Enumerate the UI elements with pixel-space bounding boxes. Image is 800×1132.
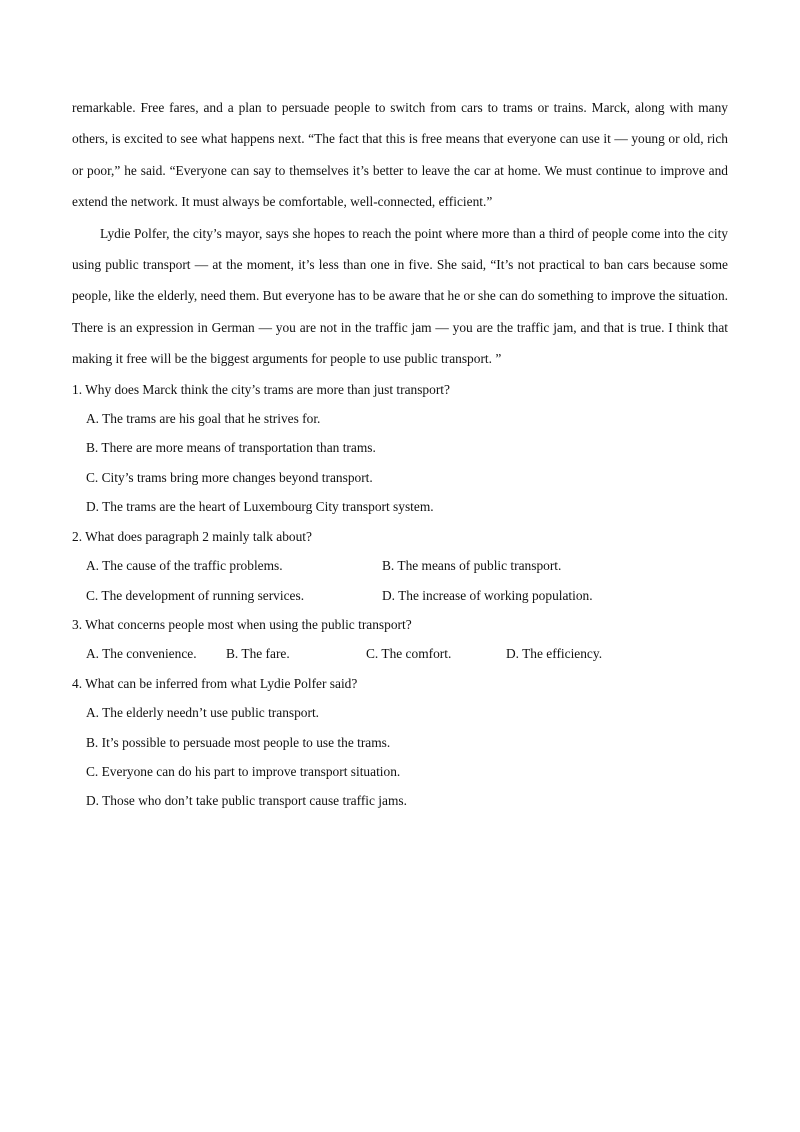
question-stem: 2. What does paragraph 2 mainly talk about? <box>72 528 312 544</box>
question-1 <box>72 375 728 522</box>
option-d: D. The increase of working population. <box>382 587 593 603</box>
option-c: C. The comfort. <box>366 646 452 662</box>
passage-paragraph-2: Lydie Polfer, the city’s mayor, says she hopes to reach the point where more than a third of people come into the city using public transport — at the moment, it’s less than one in five. She said, “It’s not practical to ban cars because some people, like the elderly, need them. But everyone has to be aware that he or she can do something to improve the situation. There is an expression in German — you are not in the traffic jam — you are the traffic jam, and that is true. I think that making it free will be the biggest arguments for people to use public transport. ” <box>72 225 728 367</box>
option-d: D. Those who don’t take public transport cause traffic jams. <box>86 793 407 809</box>
option-c: C. Everyone can do his part to improve transport situation. <box>86 763 401 779</box>
option-c: C. City’s trams bring more changes beyond transport. <box>86 469 373 485</box>
option-a: A. The cause of the traffic problems. <box>86 558 283 574</box>
option-b: B. The means of public transport. <box>382 558 562 574</box>
question-2 <box>72 522 728 610</box>
question-stem: 3. What concerns people most when using the public transport? <box>72 616 412 632</box>
option-b: B. There are more means of transportation than trams. <box>86 440 376 456</box>
option-d: D. The trams are the heart of Luxembourg City transport system. <box>86 499 434 515</box>
option-row <box>86 581 728 610</box>
option-b: B. It’s possible to persuade most people to use the trams. <box>86 734 391 750</box>
question-3 <box>72 610 728 669</box>
option-row <box>86 551 728 580</box>
option-a: A. The trams are his goal that he strives for. <box>86 411 321 427</box>
option-a: A. The elderly needn’t use public transport. <box>86 705 320 721</box>
question-4 <box>72 669 728 816</box>
option-b: B. The fare. <box>226 646 290 662</box>
option-row <box>86 639 728 668</box>
option-a: A. The convenience. <box>86 646 197 662</box>
option-d: D. The efficiency. <box>506 646 603 662</box>
question-stem: 1. Why does Marck think the city’s trams are more than just transport? <box>72 381 450 397</box>
option-c: C. The development of running services. <box>86 587 305 603</box>
question-stem: 4. What can be inferred from what Lydie Polfer said? <box>72 675 358 691</box>
document-page <box>72 92 728 816</box>
passage-paragraph-1: remarkable. Free fares, and a plan to persuade people to switch from cars to trams or trains. Marck, along with many others, is excited to see what happens next. “The fact that this is free means that everyone can use it — young or old, rich or poor,” he said. “Everyone can say to themselves it’s better to leave the car at home. We must continue to improve and extend the network. It must always be comfortable, well-connected, efficient.” <box>72 100 728 210</box>
